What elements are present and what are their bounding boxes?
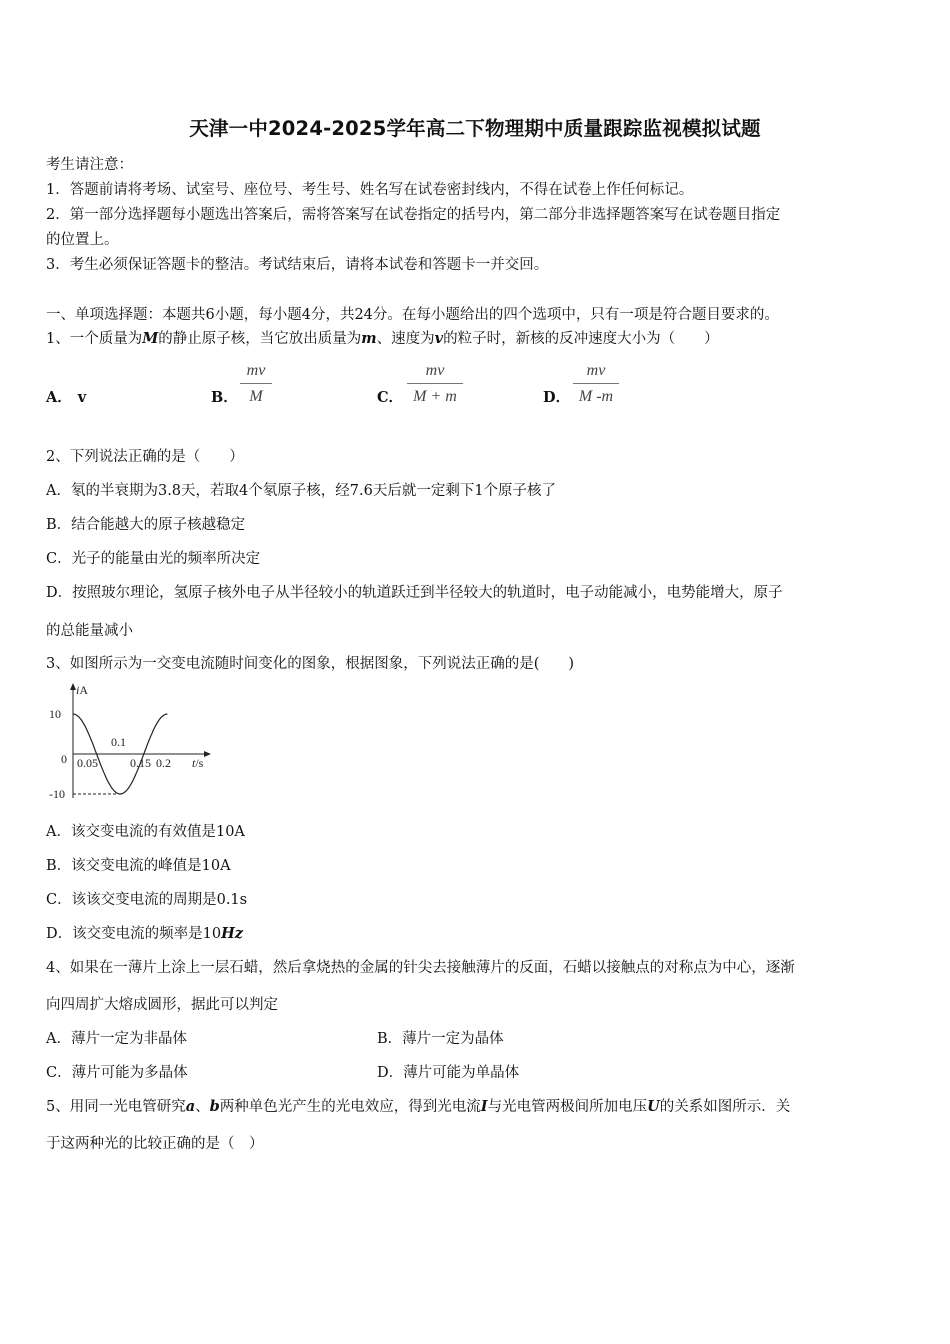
notice-item-2: 2．第一部分选择题每小题选出答案后，需将答案写在试卷指定的括号内，第二部分非选择题答案写在试卷题目指定 — [46, 207, 781, 223]
option-text: v — [77, 389, 87, 406]
ac-current-graph — [44, 680, 224, 805]
fraction-numerator: mv — [240, 362, 272, 384]
q5-stem-part: 两种单色光产生的光电效应，得到光电流 — [219, 1099, 481, 1115]
notice-heading: 考生请注意： — [46, 157, 133, 173]
fraction-numerator: mv — [573, 362, 619, 384]
x-axis-label — [192, 756, 204, 770]
x-axis-label-var: t — [192, 756, 196, 770]
q1-var-v: v — [434, 330, 444, 347]
x-axis-arrow — [204, 751, 211, 757]
q5-stem-part: 、 — [195, 1099, 210, 1115]
q1-option-c-label[interactable]: C． — [377, 389, 404, 406]
section-heading: 一、单项选择题：本题共6小题，每小题4分，共24分。在每小题给出的四个选项中，只有一项是符合题目要求的。 — [46, 307, 779, 323]
question-5-stem — [46, 1095, 790, 1116]
question-3-stem: 3、如图所示为一交变电流随时间变化的图象，根据图象，下列说法正确的是( ) — [46, 656, 575, 672]
q1-option-d-label[interactable]: D． — [543, 389, 571, 406]
q4-option-d[interactable]: D．薄片可能为单晶体 — [377, 1065, 520, 1081]
q5-stem-part: 的关系如图所示．关 — [659, 1099, 791, 1115]
q5-stem-part: 与光电管两极间所加电压 — [487, 1099, 648, 1115]
notice-item-2-cont: 的位置上。 — [46, 232, 119, 248]
q1-stem-part: 的粒子时，新核的反冲速度大小为（ ） — [443, 331, 719, 347]
notice-item-1: 1．答题前请将考场、试室号、座位号、考生号、姓名写在试卷密封线内，不得在试卷上作任何标记。 — [46, 182, 694, 198]
q5-var-a: a — [185, 1098, 196, 1115]
q3-option-d[interactable] — [46, 922, 243, 943]
q4-option-a[interactable]: A．薄片一定为非晶体 — [46, 1031, 187, 1047]
q2-option-c[interactable]: C．光子的能量由光的频率所决定 — [46, 551, 261, 567]
x-tick-label: 0.05 — [77, 756, 98, 770]
question-1-stem — [46, 327, 719, 348]
x-tick-label: 0.15 — [130, 756, 151, 770]
y-tick-label-max: 10 — [49, 707, 61, 721]
notice-item-3: 3．考生必须保证答题卡的整洁。考试结束后，请将本试卷和答题卡一并交回。 — [46, 257, 549, 273]
q1-option-a[interactable] — [46, 386, 86, 407]
q5-var-U: U — [647, 1098, 660, 1115]
y-axis-label-unit: A — [79, 683, 89, 697]
q2-option-b[interactable]: B．结合能越大的原子核越稳定 — [46, 517, 246, 533]
q3-option-b[interactable]: B．该交变电流的峰值是10A — [46, 858, 231, 874]
y-axis-label-var: i — [76, 683, 80, 697]
x-axis-label-unit: /s — [195, 756, 204, 770]
fraction-denominator: M — [249, 388, 263, 405]
fraction-numerator: mv — [407, 362, 463, 384]
q2-option-d-cont: 的总能量减小 — [46, 623, 133, 639]
origin-label: 0 — [61, 752, 67, 766]
q3-option-c[interactable]: C．该该交变电流的周期是0.1s — [46, 892, 248, 908]
question-2-stem: 2、下列说法正确的是（ ） — [46, 449, 244, 465]
q1-stem-part: 1、一个质量为 — [46, 331, 143, 347]
q1-var-m: m — [361, 330, 377, 347]
q1-stem-part: 、速度为 — [376, 331, 435, 347]
page-title: 天津一中2024-2025学年高二下物理期中质量跟踪监视模拟试题 — [189, 117, 761, 140]
q4-option-c[interactable]: C．薄片可能为多晶体 — [46, 1065, 188, 1081]
q4-option-b[interactable]: B．薄片一定为晶体 — [377, 1031, 504, 1047]
q5-var-I: I — [480, 1098, 488, 1115]
x-tick-label: 0.2 — [156, 756, 171, 770]
q1-var-M: M — [142, 330, 159, 347]
q1-option-c-fraction — [407, 362, 463, 406]
q5-var-b: b — [209, 1098, 220, 1115]
question-4-stem: 4、如果在一薄片上涂上一层石蜡，然后拿烧热的金属的针尖去接触薄片的反面，石蜡以接触点的对称点为中心，逐渐 — [46, 960, 795, 976]
question-5-stem-cont: 于这两种光的比较正确的是（ ） — [46, 1136, 264, 1152]
question-4-stem-cont: 向四周扩大熔成圆形，据此可以判定 — [46, 997, 278, 1013]
q1-option-b-label[interactable]: B． — [211, 389, 238, 406]
q1-stem-part: 的静止原子核，当它放出质量为 — [158, 331, 362, 347]
y-tick-label-min: -10 — [49, 787, 65, 801]
option-text: D．该交变电流的频率是10 — [46, 926, 222, 942]
q3-option-a[interactable]: A．该交变电流的有效值是10A — [46, 824, 245, 840]
q1-option-b-fraction — [240, 362, 272, 406]
option-label: A． — [46, 389, 72, 406]
option-unit: Hz — [221, 925, 244, 942]
q2-option-a[interactable]: A．氡的半衰期为3.8天，若取4个氡原子核，经7.6天后就一定剩下1个原子核了 — [46, 483, 557, 499]
q1-option-d-fraction — [573, 362, 619, 406]
y-axis-label — [76, 683, 88, 697]
fraction-denominator: M + m — [413, 388, 457, 405]
q5-stem-part: 5、用同一光电管研究 — [46, 1099, 186, 1115]
x-tick-label: 0.1 — [111, 735, 126, 749]
q2-option-d[interactable]: D．按照玻尔理论，氢原子核外电子从半径较小的轨道跃迁到半径较大的轨道时，电子动能减小，电势能增大，原子 — [46, 585, 783, 601]
fraction-denominator: M -m — [578, 388, 614, 405]
